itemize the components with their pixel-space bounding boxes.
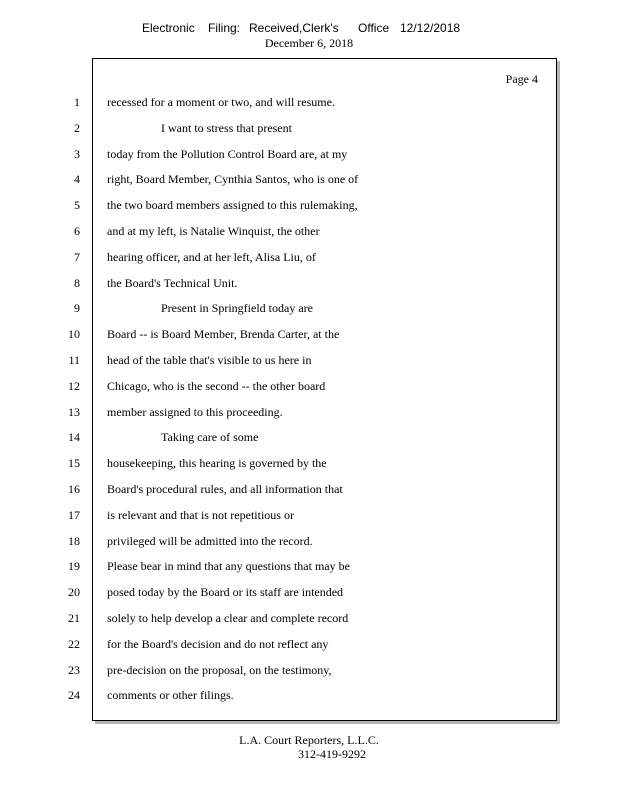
filing-stamp-header bbox=[0, 21, 618, 37]
transcript-line-text: Please bear in mind that any questions that may be bbox=[107, 559, 350, 573]
transcript-line-text: and at my left, is Natalie Winquist, the other bbox=[107, 224, 320, 238]
transcript-line-text: Chicago, who is the second -- the other board bbox=[107, 379, 326, 393]
transcript-line-text: right, Board Member, Cynthia Santos, who is one of bbox=[107, 172, 359, 186]
transcript-line-text: I want to stress that present bbox=[161, 121, 292, 135]
line-number: 3 bbox=[74, 147, 80, 161]
line-number: 5 bbox=[74, 198, 80, 212]
page-number: Page 4 bbox=[505, 72, 538, 86]
line-number: 22 bbox=[68, 637, 80, 651]
transcript-line-text: head of the table that's visible to us here in bbox=[107, 353, 312, 367]
transcript-line-text: solely to help develop a clear and complete record bbox=[107, 611, 349, 625]
transcript-line-text: comments or other filings. bbox=[107, 688, 234, 702]
line-number: 15 bbox=[68, 456, 80, 470]
filing-stamp-word: Electronic bbox=[142, 21, 195, 35]
transcript-line-text: pre-decision on the proposal, on the testimony, bbox=[107, 663, 332, 677]
transcript-line-text: housekeeping, this hearing is governed by the bbox=[107, 456, 327, 470]
transcript-line-text: the Board's Technical Unit. bbox=[107, 276, 238, 290]
line-number: 1 bbox=[74, 95, 80, 109]
hearing-date: December 6, 2018 bbox=[264, 36, 354, 50]
transcript-line-text: privileged will be admitted into the record. bbox=[107, 534, 313, 548]
line-number: 2 bbox=[74, 121, 80, 135]
transcript-line-text: for the Board's decision and do not reflect any bbox=[107, 637, 329, 651]
line-number: 18 bbox=[68, 534, 80, 548]
reporter-company: L.A. Court Reporters, L.L.C. bbox=[239, 733, 379, 747]
line-number: 9 bbox=[74, 301, 80, 315]
line-number: 16 bbox=[68, 482, 80, 496]
line-number: 11 bbox=[68, 353, 80, 367]
line-number: 7 bbox=[74, 250, 80, 264]
transcript-line-text: Board's procedural rules, and all information that bbox=[107, 482, 343, 496]
transcript-line-text: member assigned to this proceeding. bbox=[107, 405, 283, 419]
transcript-line-text: posed today by the Board or its staff are intended bbox=[107, 585, 344, 599]
transcript-line-text: hearing officer, and at her left, Alisa Liu, of bbox=[107, 250, 316, 264]
transcript-line-text: is relevant and that is not repetitious or bbox=[107, 508, 294, 522]
line-number: 23 bbox=[68, 663, 80, 677]
line-number: 8 bbox=[74, 276, 80, 290]
transcript-line-text: Present in Springfield today are bbox=[161, 301, 313, 315]
line-number: 24 bbox=[68, 688, 80, 702]
line-number: 4 bbox=[74, 172, 80, 186]
filing-stamp-word: Filing: bbox=[208, 21, 241, 35]
transcript-line-text: recessed for a moment or two, and will resume. bbox=[107, 95, 335, 109]
transcript-line-text: the two board members assigned to this rulemaking, bbox=[107, 198, 358, 212]
line-number: 20 bbox=[68, 585, 80, 599]
line-number: 13 bbox=[68, 405, 80, 419]
line-number: 10 bbox=[68, 327, 80, 341]
line-number: 19 bbox=[68, 559, 80, 573]
line-number: 6 bbox=[74, 224, 80, 238]
line-number: 12 bbox=[68, 379, 80, 393]
filing-stamp-word: Office bbox=[358, 21, 390, 35]
reporter-footer bbox=[0, 733, 618, 761]
line-number: 14 bbox=[68, 430, 80, 444]
filing-stamp-date: 12/12/2018 bbox=[400, 21, 461, 35]
transcript-line-text: today from the Pollution Control Board are, at my bbox=[107, 147, 348, 161]
filing-stamp-word: Received,Clerk's bbox=[249, 21, 339, 35]
reporter-phone: 312-419-9292 bbox=[298, 747, 366, 761]
transcript-line-text: Board -- is Board Member, Brenda Carter, at the bbox=[107, 327, 340, 341]
line-number: 21 bbox=[68, 611, 80, 625]
line-number: 17 bbox=[68, 508, 80, 522]
transcript-line-text: Taking care of some bbox=[161, 430, 259, 444]
